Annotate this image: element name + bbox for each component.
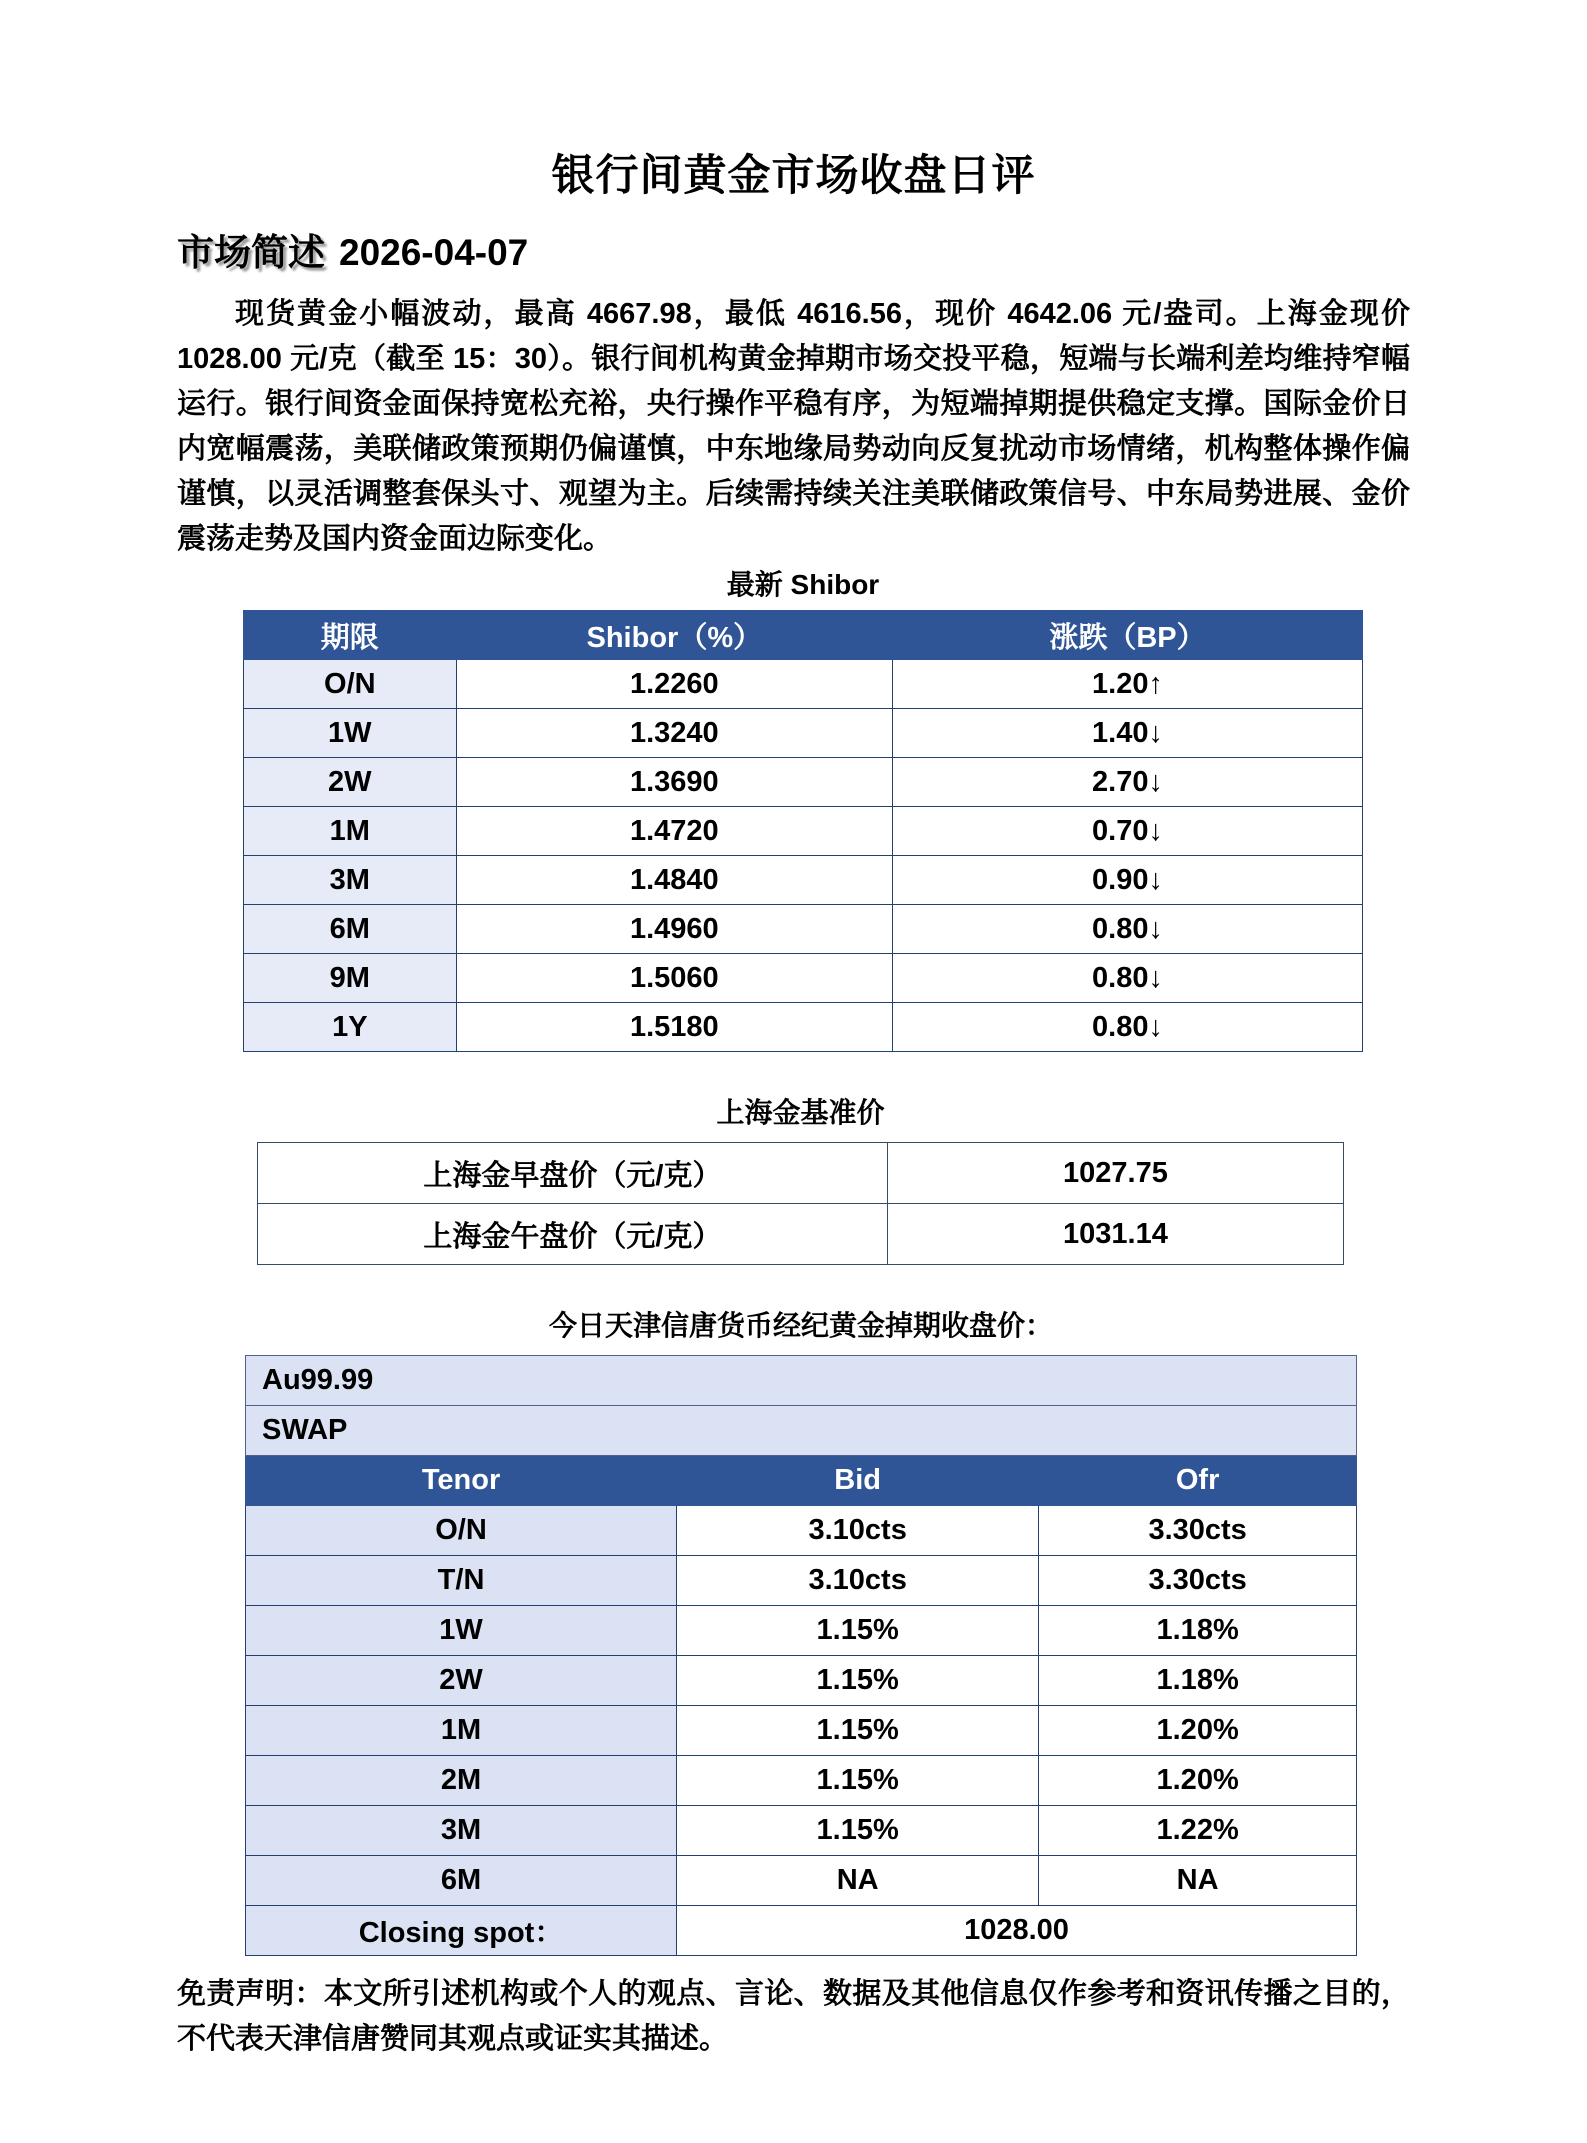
rate-cell: 1.3240 — [456, 709, 892, 758]
tenor-cell: 1W — [244, 709, 457, 758]
table-row — [246, 1506, 1357, 1556]
shibor-table-caption: 最新 Shibor — [726, 569, 880, 600]
swap-header-ofr: Ofr — [1039, 1456, 1357, 1506]
swap-header-bid: Bid — [677, 1456, 1039, 1506]
table-row — [246, 1756, 1357, 1806]
change-cell: 0.80↓ — [893, 905, 1363, 954]
bid-cell: 1.15% — [677, 1606, 1039, 1656]
table-row — [246, 1656, 1357, 1706]
label-cell: 上海金午盘价（元/克） — [258, 1204, 888, 1265]
rate-cell: 1.4720 — [456, 807, 892, 856]
tenor-cell: 2M — [246, 1756, 677, 1806]
rate-cell: 1.2260 — [456, 660, 892, 709]
table-row — [258, 1143, 1344, 1204]
instrument-cell: SWAP — [246, 1406, 1357, 1456]
change-cell: 1.20↑ — [893, 660, 1363, 709]
bid-cell: 1.15% — [677, 1656, 1039, 1706]
tenor-cell: 1M — [244, 807, 457, 856]
shanghai-gold-caption: 上海金基准价 — [716, 1097, 885, 1128]
tenor-cell: 9M — [244, 954, 457, 1003]
swap-table-caption: 今日天津信唐货币经纪黄金掉期收盘价： — [548, 1310, 1053, 1341]
table-row — [244, 807, 1363, 856]
bid-cell: NA — [677, 1856, 1039, 1906]
bid-cell: 3.10cts — [677, 1506, 1039, 1556]
tenor-cell: 1Y — [244, 1003, 457, 1052]
ofr-cell: 1.18% — [1039, 1656, 1357, 1706]
tenor-cell: 2W — [246, 1656, 677, 1706]
table-row — [244, 758, 1363, 807]
ofr-cell: 1.20% — [1039, 1706, 1357, 1756]
closing-spot-value-cell: 1028.00 — [677, 1906, 1357, 1956]
tenor-cell: 2W — [244, 758, 457, 807]
shanghai-gold-table — [257, 1142, 1344, 1265]
bid-cell: 1.15% — [677, 1756, 1039, 1806]
swap-header-tenor: Tenor — [246, 1456, 677, 1506]
product-cell: Au99.99 — [246, 1356, 1357, 1406]
change-cell: 0.70↓ — [893, 807, 1363, 856]
page-title: 银行间黄金市场收盘日评 — [551, 152, 1036, 200]
tenor-cell: 1W — [246, 1606, 677, 1656]
tenor-cell: 6M — [244, 905, 457, 954]
change-cell: 0.80↓ — [893, 954, 1363, 1003]
rate-cell: 1.5060 — [456, 954, 892, 1003]
table-row — [244, 1003, 1363, 1052]
bid-cell: 3.10cts — [677, 1556, 1039, 1606]
ofr-cell: NA — [1039, 1856, 1357, 1906]
ofr-cell: 1.22% — [1039, 1806, 1357, 1856]
closing-spot-label-cell: Closing spot： — [246, 1906, 677, 1956]
section-heading: 市场简述 — [177, 231, 325, 273]
table-row — [244, 954, 1363, 1003]
table-row — [246, 1806, 1357, 1856]
product-row — [246, 1356, 1357, 1406]
ofr-cell: 3.30cts — [1039, 1556, 1357, 1606]
rate-cell: 1.5180 — [456, 1003, 892, 1052]
table-row — [244, 856, 1363, 905]
table-row — [258, 1204, 1344, 1265]
tenor-cell: O/N — [246, 1506, 677, 1556]
instrument-row — [246, 1406, 1357, 1456]
closing-spot-row — [246, 1906, 1357, 1956]
tenor-cell: 3M — [244, 856, 457, 905]
shibor-header-row — [244, 611, 1363, 660]
label-cell: 上海金早盘价（元/克） — [258, 1143, 888, 1204]
tenor-cell: 3M — [246, 1806, 677, 1856]
change-cell: 1.40↓ — [893, 709, 1363, 758]
table-row — [244, 905, 1363, 954]
shibor-table — [243, 610, 1363, 1052]
change-cell: 2.70↓ — [893, 758, 1363, 807]
report-date: 2026-04-07 — [339, 231, 529, 273]
bid-cell: 1.15% — [677, 1706, 1039, 1756]
table-row — [246, 1556, 1357, 1606]
bid-cell: 1.15% — [677, 1806, 1039, 1856]
tenor-cell: 6M — [246, 1856, 677, 1906]
shibor-header-rate: Shibor（%） — [456, 611, 892, 660]
tenor-cell: 1M — [246, 1706, 677, 1756]
rate-cell: 1.4840 — [456, 856, 892, 905]
ofr-cell: 1.20% — [1039, 1756, 1357, 1806]
table-row — [246, 1606, 1357, 1656]
shibor-header-change: 涨跌（BP） — [893, 611, 1363, 660]
tenor-cell: O/N — [244, 660, 457, 709]
market-summary-paragraph: 现货黄金小幅波动，最高 4667.98，最低 4616.56，现价 4642.06 元/盎司。上海金现价 1028.00 元/克（截至 15：30）。银行间机构黄金掉期市场交投平稳，短端与长端利差均维持窄幅运行。银行间资金面保持宽松充裕，央行操作平稳有序，为短端掉期提供稳定支撑。国际金价日内宽幅震荡，美联储政策预期仍偏谨慎，中东地缘局势动向反复扰动市场情绪，机构整体操作偏谨慎，以灵活调整套保头寸、观望为主。后续需持续关注美联储政策信号、中东局势进展、金价震荡走势及国内资金面边际变化。 — [177, 298, 1410, 555]
table-row — [246, 1706, 1357, 1756]
ofr-cell: 3.30cts — [1039, 1506, 1357, 1556]
tenor-cell: T/N — [246, 1556, 677, 1606]
ofr-cell: 1.18% — [1039, 1606, 1357, 1656]
section-heading-line — [177, 230, 1410, 276]
change-cell: 0.80↓ — [893, 1003, 1363, 1052]
value-cell: 1031.14 — [887, 1204, 1343, 1265]
table-row — [244, 709, 1363, 758]
value-cell: 1027.75 — [887, 1143, 1343, 1204]
swap-header-row — [246, 1456, 1357, 1506]
rate-cell: 1.4960 — [456, 905, 892, 954]
change-cell: 0.90↓ — [893, 856, 1363, 905]
rate-cell: 1.3690 — [456, 758, 892, 807]
shibor-header-tenor: 期限 — [244, 611, 457, 660]
table-row — [244, 660, 1363, 709]
swap-table — [245, 1355, 1357, 1956]
table-row — [246, 1856, 1357, 1906]
disclaimer-text: 免责声明：本文所引述机构或个人的观点、言论、数据及其他信息仅作参考和资讯传播之目的，不代表天津信唐赞同其观点或证实其描述。 — [177, 1978, 1410, 2055]
